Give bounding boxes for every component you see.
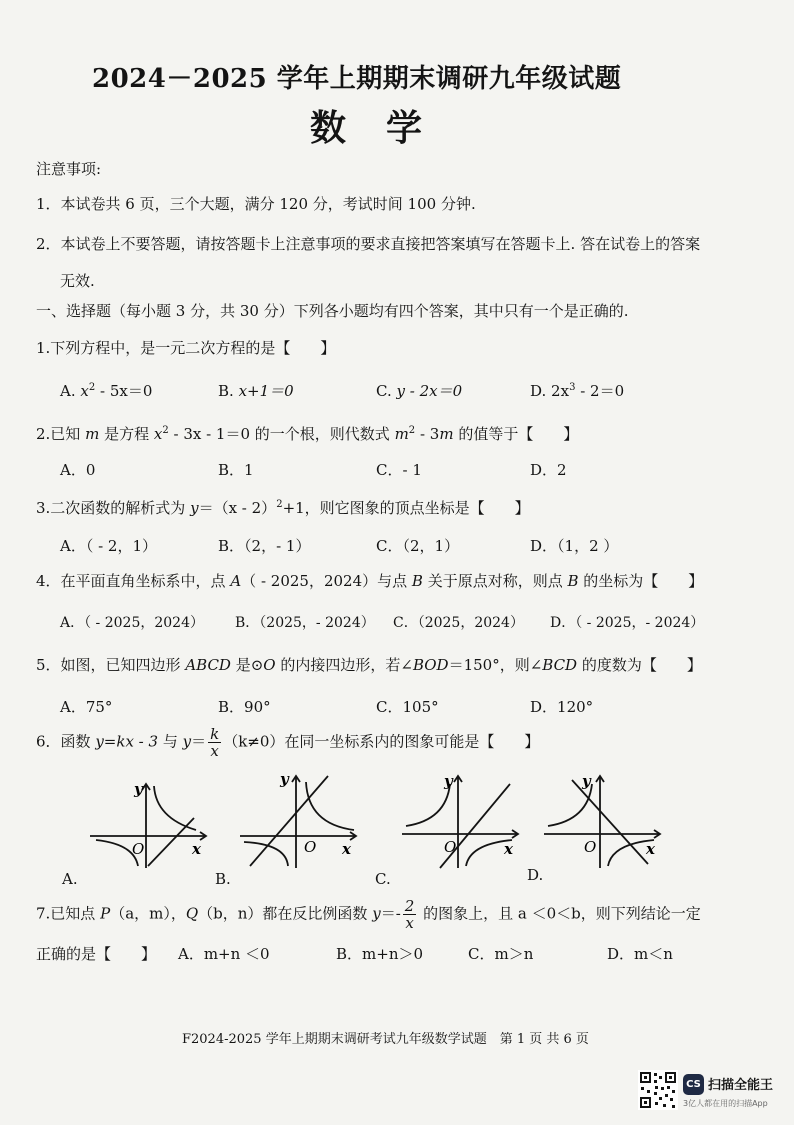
graph-d-origin: O <box>584 838 597 856</box>
graph-c-origin: O <box>444 838 457 856</box>
notice-item-2-cont: 无效. <box>60 272 95 290</box>
q3-option-a: A．（ - 2，1） <box>60 537 158 555</box>
q3-option-b: B．（2，- 1） <box>218 537 311 555</box>
graph-a-origin: O <box>132 840 145 858</box>
q2-option-d: D．2 <box>530 461 567 479</box>
camscanner-tagline: 3亿人都在用的扫描App <box>683 1099 768 1108</box>
section-1-header: 一、选择题（每小题 3 分，共 30 分）下列各小题均有四个答案，其中只有一个是正确的. <box>36 302 629 320</box>
question-6-stem: 6．函数 y=kx - 3 与 y＝ $\frac{k}{x}$ （k≠0）在同一坐标系内的图象可能是【 】 <box>36 725 540 760</box>
q5-option-d: D．120° <box>530 698 594 716</box>
notice-item-2: 2．本试卷上不要答题，请按答题卡上注意事项的要求直接把答案填写在答题卡上. 答在试卷上的答案 <box>36 235 701 253</box>
q1-option-d: D. $2x^3 - 2=0$ <box>530 382 625 400</box>
q6-graph-d <box>542 770 666 870</box>
q6-graph-b <box>238 770 362 870</box>
qr-code-icon[interactable] <box>638 1070 678 1110</box>
q1-option-b: B. x+1＝0 <box>218 382 294 400</box>
graph-b-y-label: y <box>280 770 289 788</box>
q4-option-d: D．（ - 2025，- 2024） <box>550 615 705 631</box>
page-footer: F2024-2025 学年上期期末调研考试九年级数学试题 第 1 页 共 6 页 <box>182 1032 589 1047</box>
graph-b-x-label: x <box>342 840 351 858</box>
notice-heading: 注意事项: <box>36 160 102 178</box>
graph-a-line <box>148 818 194 866</box>
q7-fraction: $\frac{2}{x}$ <box>404 897 415 932</box>
question-3-stem: 3.二次函数的解析式为 y＝（x - 2）$^2$+1，则它图象的顶点坐标是【 】 <box>36 499 530 517</box>
camscanner-name: 扫描全能王 <box>708 1078 774 1093</box>
q4-option-c: C．（2025，2024） <box>393 615 524 631</box>
subject-title: 数学 <box>310 107 463 149</box>
question-2-stem: 2.已知 m 是方程 $x^2 - 3x - 1=0$ 的一个根，则代数式 $m^2 - 3m$ 的值等于【 】 <box>36 425 579 443</box>
q6-option-d: D. <box>527 866 544 884</box>
graph-d-x-label: x <box>646 840 655 858</box>
q1-option-a: A. $x^2 - 5x=0$ <box>60 382 153 400</box>
q4-option-b: B．（2025，- 2024） <box>235 615 375 631</box>
q6-option-b: B. <box>215 870 231 888</box>
q4-option-a: A．（ - 2025，2024） <box>60 615 204 631</box>
q5-option-a: A．75° <box>60 698 113 716</box>
question-4-stem: 4．在平面直角坐标系中，点 A（ - 2025，2024）与点 B 关于原点对称，则点 B 的坐标为【 】 <box>36 572 704 590</box>
q6-option-a: A. <box>62 870 78 888</box>
graph-c-x-label: x <box>504 840 513 858</box>
question-5-stem: 5．如图，已知四边形 ABCD 是⊙O 的内接四边形，若∠BOD＝150°，则∠BCD 的度数为【 】 <box>36 656 702 674</box>
camscanner-logo-icon: CS <box>683 1074 704 1095</box>
graph-a-y-label: y <box>134 780 143 798</box>
q7-option-a: A．m+n ＜0 <box>178 945 270 963</box>
graph-b-origin: O <box>304 838 317 856</box>
q5-option-c: C．105° <box>376 698 439 716</box>
q7-option-d: D．m＜n <box>607 945 673 963</box>
graph-a-x-label: x <box>192 840 201 858</box>
graph-c-y-label: y <box>444 772 453 790</box>
q7-option-b: B．m+n＞0 <box>336 945 424 963</box>
graph-b-hyperbola-q1 <box>306 782 354 830</box>
q3-option-d: D．（1，2 ） <box>530 537 619 555</box>
q3-option-c: C．（2，1） <box>376 537 460 555</box>
q1-option-c: C. y - 2x＝0 <box>376 382 463 400</box>
question-1-stem: 1.下列方程中，是一元二次方程的是【 】 <box>36 339 336 357</box>
graph-d-y-label: y <box>582 772 591 790</box>
q6-fraction: $\frac{k}{x}$ <box>210 725 220 760</box>
q6-graph-c <box>400 770 524 870</box>
q6-graph-a <box>88 778 212 870</box>
question-7-stem: 7.已知点 P（a，m），Q（b，n）都在反比例函数 y＝- $\frac{2}{x}$ 的图象上，且 a ＜0＜b，则下列结论一定 <box>36 897 701 932</box>
q7-option-c: C．m＞n <box>468 945 534 963</box>
graph-c-hyperbola-q2 <box>406 784 450 826</box>
q2-option-b: B．1 <box>218 461 254 479</box>
q6-option-c: C. <box>375 870 391 888</box>
graph-d-hyperbola-q2 <box>548 784 592 826</box>
notice-item-1: 1．本试卷共 6 页，三个大题，满分 120 分，考试时间 100 分钟. <box>36 195 476 213</box>
exam-title: 2024－2025 学年上期期末调研九年级试题 <box>92 64 622 94</box>
q2-option-a: A．0 <box>60 461 96 479</box>
graph-b-hyperbola-q3 <box>244 842 288 866</box>
q2-option-c: C．- 1 <box>376 461 422 479</box>
q5-option-b: B．90° <box>218 698 271 716</box>
question-7-stem-cont: 正确的是【 】 <box>36 945 157 963</box>
